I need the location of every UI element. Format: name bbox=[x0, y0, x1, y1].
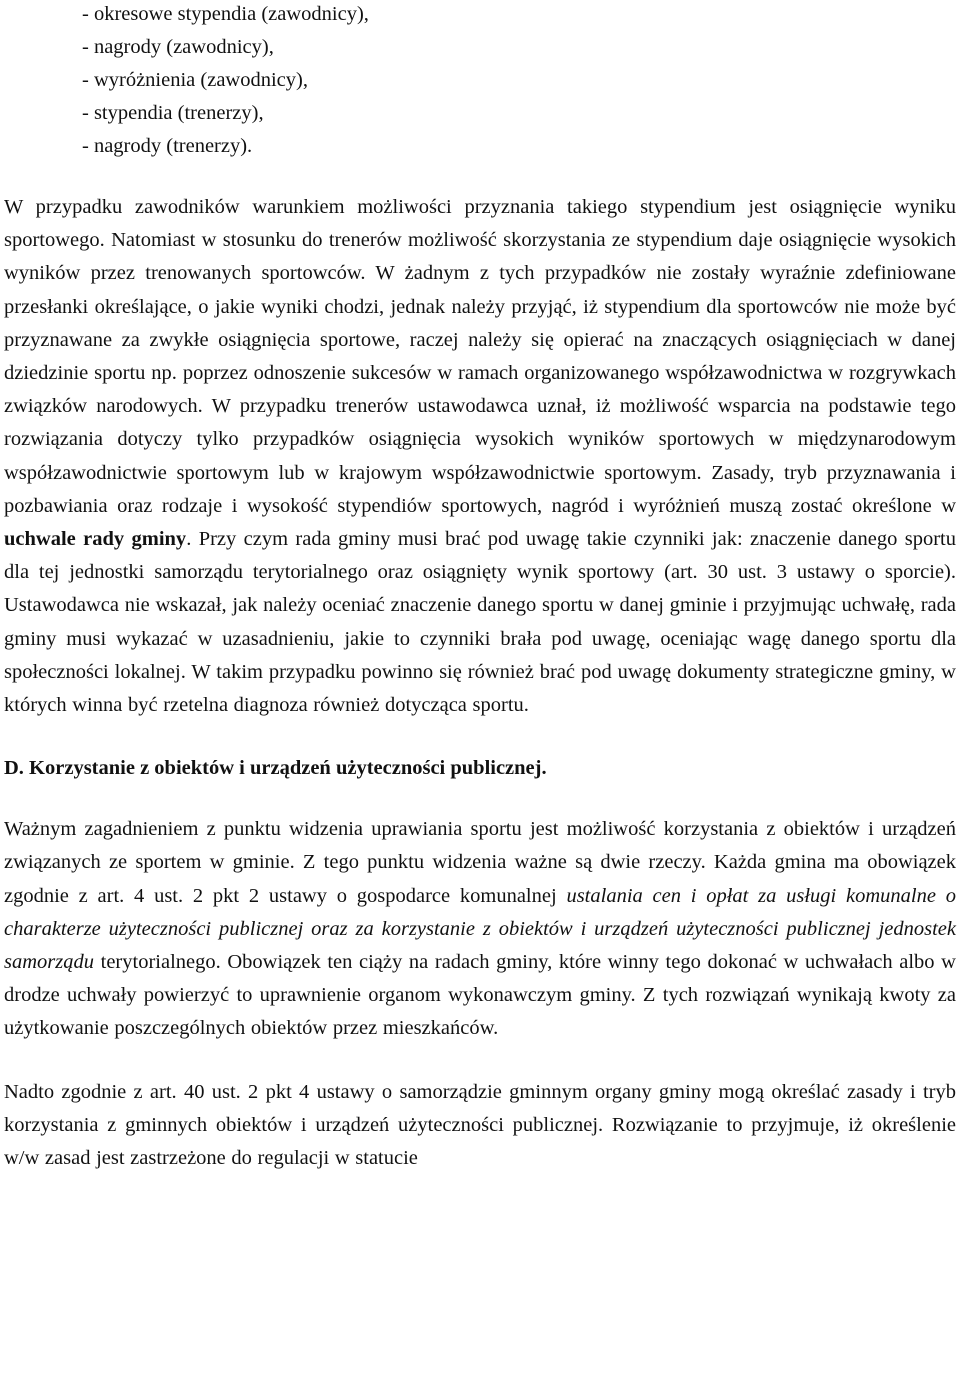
document-page bbox=[4, 0, 956, 1175]
bold-phrase: uchwale rady gminy bbox=[4, 528, 187, 551]
paragraph-statute: Nadto zgodnie z art. 40 ust. 2 pkt 4 ustawy o samorządzie gminnym organy gminy mogą określać zasady i tryb korzystania z gminnych obiektów i urządzeń użyteczności publicznej. Rozwiązanie to przyjmuje, iż określenie w/w zasad jest zastrzeżone do regulacji w statucie bbox=[4, 1080, 956, 1170]
benefits-list bbox=[4, 0, 956, 163]
list-item: - okresowe stypendia (zawodnicy), bbox=[82, 3, 369, 25]
paragraph-facilities bbox=[4, 813, 956, 1045]
list-item: - nagrody (zawodnicy), bbox=[82, 36, 274, 58]
paragraph-scholarships bbox=[4, 191, 956, 722]
spacer bbox=[4, 722, 956, 752]
spacer bbox=[4, 785, 956, 813]
list-item: - wyróżnienia (zawodnicy), bbox=[82, 69, 308, 91]
paragraph-text: . Przy czym rada gminy musi brać pod uwagę takie czynniki jak: znaczenie danego sportu dla tej jednostki samorządu terytorialnego oraz osiągnięty wynik sportowy (art. 30 ust. 3 ustawy o sporcie). Ustawodawca nie wskazał, jak należy oceniać znaczenie danego sportu w danej gminie i przyjmując uchwałę, rada gminy musi wykazać w uzasadnieniu, jakie to czynniki brała pod uwagę, oceniając wagę danego sportu dla społeczności lokalnej. W takim przypadku powinno się również brać pod uwagę dokumenty strategiczne gminy, w których winna być rzetelna diagnoza również dotycząca sportu. bbox=[4, 528, 956, 717]
spacer bbox=[4, 163, 956, 191]
paragraph-text: W przypadku zawodników warunkiem możliwości przyznania takiego stypendium jest osiągnięcie wyniku sportowego. Natomiast w stosunku do trenerów możliwość skorzystania ze stypendium daje osiągnięcie wysokich wyników przez trenowanych sportowców. W żadnym z tych przypadków nie zostały wyraźnie zdefiniowane przesłanki określające, o jakie wyniki chodzi, jednak należy przyjąć, iż stypendium dla sportowców nie może być przyznawane za zwykłe osiągnięcia sportowe, raczej należy się opierać na znaczących osiągnięciach w danej dziedzinie sportu np. poprzez odnoszenie sukcesów w ramach organizowanego współzawodnictwa w rozgrywkach związków narodowych. W przypadku trenerów ustawodawca uznał, iż możliwość wsparcia na podstawie tego rozwiązania dotyczy tylko przypadków osiągnięcia wysokich wyników sportowych w międzynarodowym współzawodnictwie sportowym lub w krajowym współzawodnictwie sportowym. Zasady, tryb przyznawania i pozbawiania oraz rodzaje i wysokość stypendiów sportowych, nagród i wyróżnień muszą zostać określone w bbox=[4, 196, 956, 517]
list-item: - stypendia (trenerzy), bbox=[82, 102, 264, 124]
paragraph-text: terytorialnego. Obowiązek ten ciąży na radach gminy, które winny tego dokonać w uchwałach albo w drodze uchwały powierzyć to uprawnienie organom wykonawczym gminy. Z tych rozwiązań wynikają kwoty za użytkowanie poszczególnych obiektów przez mieszkańców. bbox=[4, 951, 956, 1040]
paragraph-text: Ważnym zagadnieniem z punktu widzenia uprawiania sportu jest możliwość korzystania z obiektów i urządzeń związanych ze sportem w gminie. Z tego punktu widzenia ważne są dwie rzeczy. Każda gmina ma obowiązek zgodnie z art. 4 ust. 2 pkt 2 ustawy o gospodarce komunalnej bbox=[4, 818, 956, 907]
list-item: - nagrody (trenerzy). bbox=[82, 135, 253, 157]
spacer bbox=[4, 1046, 956, 1076]
italic-phrase: ustalania cen i opłat za usługi komunalne o charakterze użyteczności publicznej oraz za korzystanie z obiektów i urządzeń użyteczności publicznej jednostek samorządu bbox=[4, 884, 956, 974]
section-heading: D. Korzystanie z obiektów i urządzeń użyteczności publicznej. bbox=[4, 757, 547, 780]
